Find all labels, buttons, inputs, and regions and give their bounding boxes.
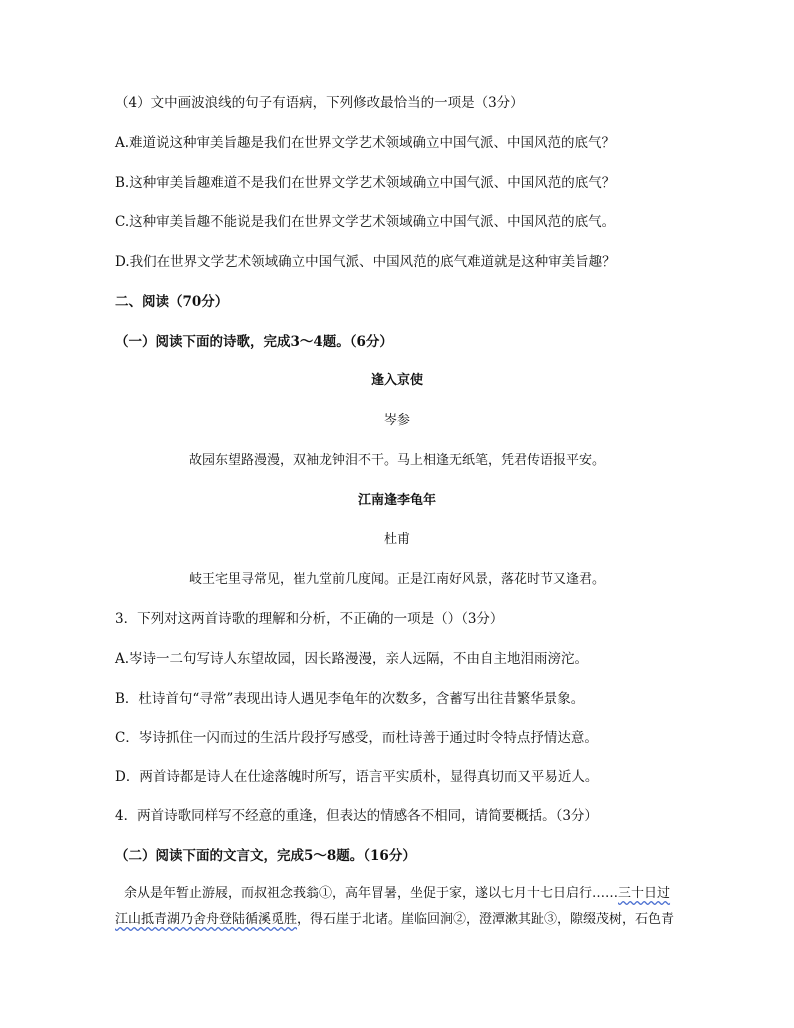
poem-2-author: 杜甫 — [383, 532, 410, 547]
question-4-option-a: A.难道说这种审美旨趣是我们在世界文学艺术领域确立中国气派、中国风范的底气？ — [115, 135, 616, 151]
part-2-heading: （二）阅读下面的文言文，完成5～8题。（16分） — [115, 848, 416, 864]
question-4-stem: （4）文中画波浪线的句子有语病，下列修改最恰当的一项是（3分） — [115, 95, 524, 111]
passage-line-1 — [124, 885, 670, 903]
wavy-underlined-sentence-end: 江山抵青湖乃舍舟登陆循溪觅胜 — [115, 912, 298, 927]
question-3-option-c: C．岑诗抓住一闪而过的生活片段抒写感受，而杜诗善于通过时令特点抒情达意。 — [115, 730, 598, 746]
question-3-option-b: B．杜诗首句“寻常”表现出诗人遇见李龟年的次数多，含蓄写出往昔繁华景象。 — [115, 691, 585, 707]
question-4-option-b: B.这种审美旨趣难道不是我们在世界文学艺术领域确立中国气派、中国风范的底气？ — [115, 175, 616, 191]
poem-1-title: 逢入京使 — [370, 373, 423, 388]
passage-line-2 — [115, 911, 674, 929]
question-3-option-d: D．两首诗都是诗人在仕途落魄时所写，语言平实质朴，显得真切而又平易近人。 — [115, 769, 599, 785]
question-3-stem: 3．下列对这两首诗歌的理解和分析，不正确的一项是（）（3分） — [115, 611, 504, 627]
poem-1-text: 故园东望路漫漫，双袖龙钟泪不干。马上相逢无纸笔，凭君传语报平安。 — [188, 453, 605, 468]
passage-line-2-text: ，得石崖于北诸。崖临回涧②，澄潭漱其趾③，隙缀茂树，石色青 — [297, 912, 675, 927]
poem-2-title: 江南逢李龟年 — [357, 493, 436, 508]
passage-line-1-text: 余从是年暂止游屐，而叔祖念莪翁①，高年冒暑，坐促于家，遂以七月十七日启行…… — [124, 886, 619, 901]
poem-2-text: 岐王宅里寻常见，崔九堂前几度闻。正是江南好风景，落花时节又逢君。 — [188, 572, 605, 587]
question-4b-stem: 4．两首诗歌同样写不经意的重逢，但表达的情感各不相同，请简要概括。（3分） — [115, 808, 598, 824]
section-heading-reading: 二、阅读（70分） — [115, 294, 229, 310]
question-4-option-d: D.我们在世界文学艺术领域确立中国气派、中国风范的底气难道就是这种审美旨趣？ — [115, 254, 616, 270]
question-4-option-c: C.这种审美旨趣不能说是我们在世界文学艺术领域确立中国气派、中国风范的底气。 — [115, 214, 616, 230]
wavy-underlined-sentence-start: 三十日过 — [618, 886, 671, 901]
part-1-heading: （一）阅读下面的诗歌，完成3～4题。（6分） — [115, 334, 393, 350]
poem-1-author: 岑参 — [383, 413, 410, 428]
question-3-option-a: A.岑诗一二句写诗人东望故园，因长路漫漫，亲人远隔，不由自主地泪雨滂沱。 — [115, 651, 589, 667]
